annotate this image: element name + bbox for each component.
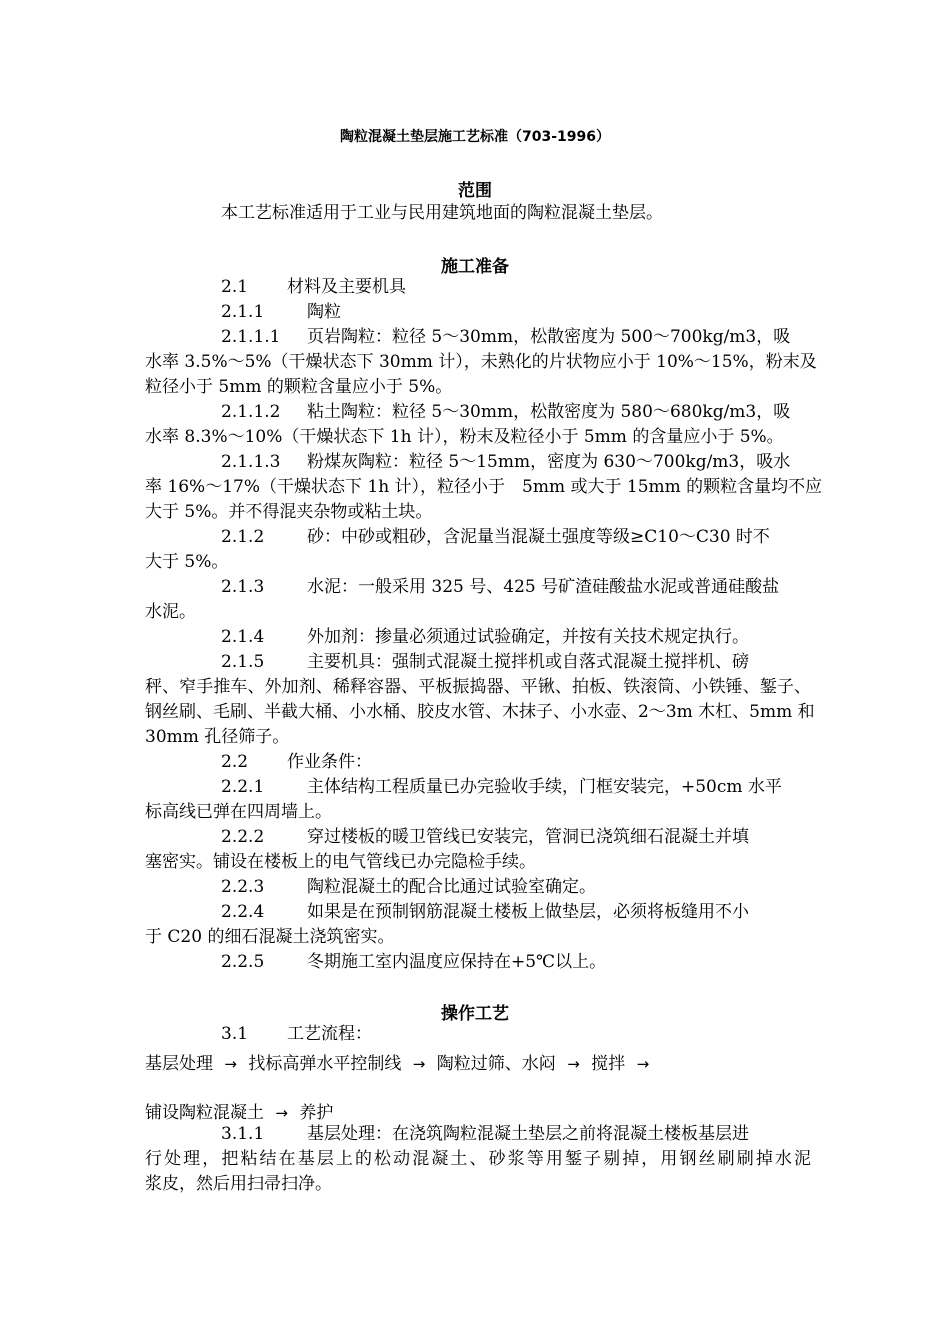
clause-text-line: 行处理，把粘结在基层上的松动混凝土、砂浆等用錾子剔掉，用钢丝刷刷掉水泥 (145, 1149, 811, 1169)
clause-number: 2.1.4 (221, 627, 265, 647)
clause-3-1-1 (221, 1124, 749, 1144)
clause-text: 水泥：一般采用 325 号、425 号矿渣硅酸盐水泥或普通硅酸盐 (307, 577, 780, 597)
document-title: 陶粒混凝土垫层施工艺标准（703-1996） (340, 129, 610, 145)
clause-text-line: 秤、窄手推车、外加剂、稀释容器、平板振捣器、平锹、拍板、铁滚筒、小铁锤、錾子、 (145, 677, 811, 697)
clause-number: 2.2.2 (221, 827, 265, 847)
clause-text: 陶粒 (307, 302, 341, 322)
clause-text-line: 大于 5%。 (145, 552, 229, 572)
clause-text-line: 大于 5%。并不得混夹杂物或粘土块。 (145, 502, 433, 522)
clause-2-1-1-3 (221, 452, 790, 472)
scope-text: 本工艺标准适用于工业与民用建筑地面的陶粒混凝土垫层。 (221, 203, 663, 223)
clause-2-2-2 (221, 827, 749, 847)
clause-text: 粘土陶粒：粒径 5～30mm，松散密度为 580～680kg/m3，吸 (307, 402, 791, 422)
clause-text-line: 水率 8.3%～10%（干燥状态下 1h 计），粉末及粒径小于 5mm 的含量应小于 5%。 (145, 427, 784, 447)
clause-text-line: 钢丝刷、毛刷、半截大桶、小水桶、胶皮水管、木抹子、小水壶、2～3m 木杠、5mm 和 (145, 702, 815, 722)
clause-text: 基层处理：在浇筑陶粒混凝土垫层之前将混凝土楼板基层进 (307, 1124, 749, 1144)
clause-number: 2.1.1 (221, 302, 265, 322)
clause-2-2-5 (221, 952, 606, 972)
arrow-right-icon: → (567, 1055, 580, 1073)
flow-step: 铺设陶粒混凝土 (145, 1103, 264, 1123)
clause-text-line: 水泥。 (145, 602, 196, 622)
clause-number: 2.1 (221, 277, 249, 297)
clause-number: 2.2.4 (221, 902, 265, 922)
clause-text: 如果是在预制钢筋混凝土楼板上做垫层，必须将板缝用不小 (307, 902, 749, 922)
section-heading-scope: 范围 (458, 181, 492, 201)
clause-text: 材料及主要机具 (287, 277, 406, 297)
clause-number: 2.2.3 (221, 877, 265, 897)
process-flow-row-1 (145, 1049, 655, 1074)
clause-number: 2.2.5 (221, 952, 265, 972)
clause-number: 2.1.5 (221, 652, 265, 672)
clause-text-line: 标高线已弹在四周墙上。 (145, 802, 332, 822)
clause-number: 2.1.1.2 (221, 402, 281, 422)
clause-2-1-1 (221, 302, 341, 322)
clause-text: 粉煤灰陶粒：粒径 5～15mm，密度为 630～700kg/m3，吸水 (307, 452, 791, 472)
clause-number: 3.1.1 (221, 1124, 265, 1144)
clause-2-2-1 (221, 777, 782, 797)
clause-text: 页岩陶粒：粒径 5～30mm，松散密度为 500～700kg/m3，吸 (307, 327, 791, 347)
process-flow-row-2 (145, 1098, 339, 1123)
clause-2-2 (221, 752, 372, 772)
clause-text-line: 率 16%～17%（干燥状态下 1h 计），粒径小于 5mm 或大于 15mm 的颗粒含量均不应 (145, 477, 823, 497)
clause-text-line: 塞密实。铺设在楼板上的电气管线已办完隐检手续。 (145, 852, 536, 872)
flow-step: 找标高弹水平控制线 (248, 1054, 402, 1074)
clause-text: 工艺流程： (287, 1024, 372, 1044)
flow-step: 养护 (299, 1103, 334, 1123)
clause-text: 砂：中砂或粗砂，含泥量当混凝土强度等级≥C10～C30 时不 (307, 527, 770, 547)
arrow-right-icon: → (636, 1055, 650, 1073)
clause-3-1 (221, 1024, 372, 1044)
clause-2-1-2 (221, 527, 770, 547)
clause-text-line: 水率 3.5%～5%（干燥状态下 30mm 计），未熟化的片状物应小于 10%～15%，粉末及 (145, 352, 817, 372)
clause-2-1-1-1 (221, 327, 790, 347)
flow-step: 陶粒过筛、水闷 (436, 1054, 556, 1074)
clause-text: 主体结构工程质量已办完验收手续，门框安装完，+50cm 水平 (307, 777, 782, 797)
clause-2-1-3 (221, 577, 779, 597)
clause-text: 外加剂：掺量必须通过试验确定，并按有关技术规定执行。 (307, 627, 749, 647)
clause-text: 作业条件： (287, 752, 372, 772)
clause-text: 穿过楼板的暖卫管线已安装完，管洞已浇筑细石混凝土并填 (307, 827, 749, 847)
clause-text: 陶粒混凝土的配合比通过试验室确定。 (307, 877, 596, 897)
clause-number: 2.1.1.1 (221, 327, 281, 347)
flow-step: 搅拌 (591, 1054, 626, 1074)
clause-number: 3.1 (221, 1024, 249, 1044)
clause-text-line: 浆皮，然后用扫帚扫净。 (145, 1174, 332, 1194)
arrow-right-icon: → (275, 1104, 288, 1122)
arrow-right-icon: → (224, 1055, 237, 1073)
clause-2-2-3 (221, 877, 596, 897)
clause-2-1-4 (221, 627, 749, 647)
clause-number: 2.2 (221, 752, 249, 772)
section-heading-operation: 操作工艺 (441, 1004, 509, 1024)
clause-2-2-4 (221, 902, 749, 922)
clause-number: 2.2.1 (221, 777, 265, 797)
section-heading-preparation: 施工准备 (441, 257, 509, 277)
clause-number: 2.1.1.3 (221, 452, 281, 472)
clause-number: 2.1.2 (221, 527, 265, 547)
clause-2-1-1-2 (221, 402, 790, 422)
clause-2-1-5 (221, 652, 749, 672)
arrow-right-icon: → (412, 1055, 426, 1073)
clause-text: 冬期施工室内温度应保持在+5℃以上。 (307, 952, 607, 972)
clause-text-line: 于 C20 的细石混凝土浇筑密实。 (145, 927, 395, 947)
clause-text-line: 粒径小于 5mm 的颗粒含量应小于 5%。 (145, 377, 453, 397)
clause-text: 主要机具：强制式混凝土搅拌机或自落式混凝土搅拌机、磅 (307, 652, 749, 672)
clause-2-1 (221, 277, 406, 297)
flow-step: 基层处理 (145, 1054, 213, 1074)
clause-text-line: 30mm 孔径筛子。 (145, 727, 290, 747)
clause-number: 2.1.3 (221, 577, 265, 597)
